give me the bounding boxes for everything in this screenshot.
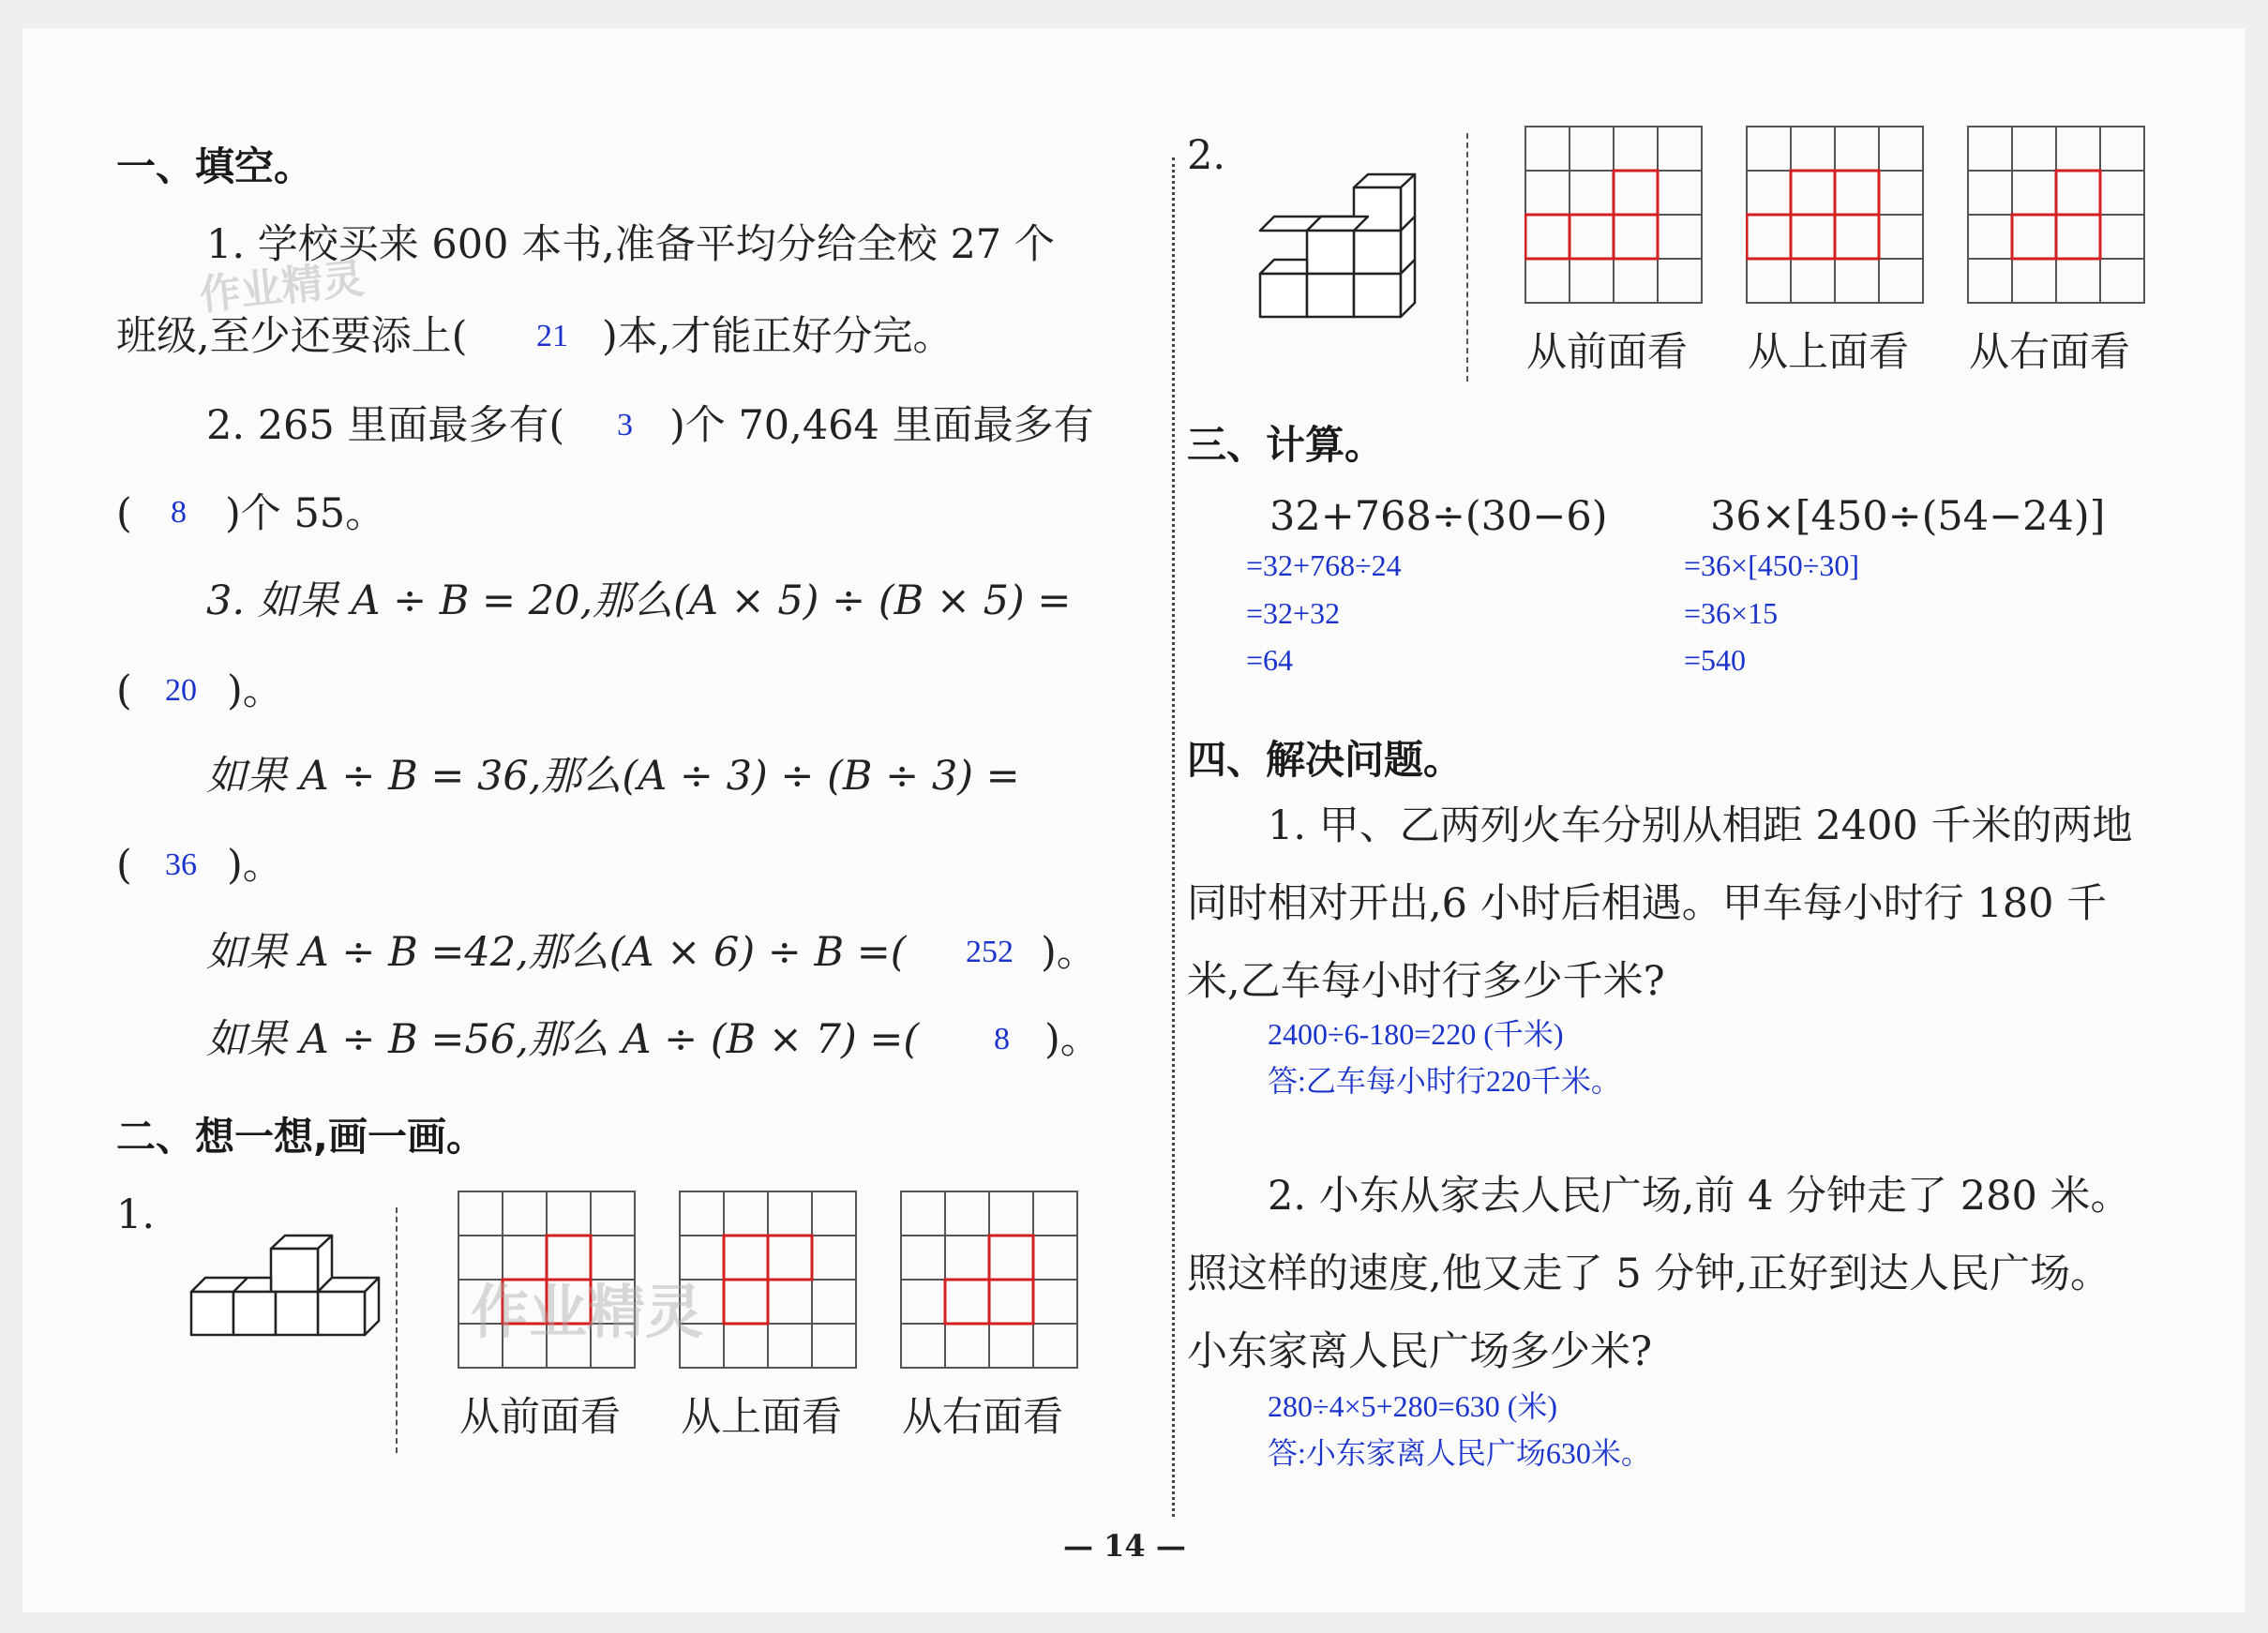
grid-front-view-2	[1525, 126, 1703, 304]
q5-close: )。	[1041, 929, 1097, 976]
draw-item2-number: 2.	[1187, 132, 1226, 179]
section-draw-heading: 二、想一想,画一画。	[116, 1114, 486, 1160]
q5-text: 如果 A ÷ B =42,那么(A × 6) ÷ B =(	[206, 929, 907, 976]
q6-close: )。	[1044, 1016, 1101, 1063]
problem2-line2: 照这样的速度,他又走了 5 分钟,正好到达人民广场。	[1187, 1251, 2111, 1297]
grid-top-view-2	[1746, 126, 1924, 304]
solid-figure-1	[182, 1228, 383, 1397]
q2-line2a: (	[116, 490, 132, 537]
q3-line1: 3. 如果 A ÷ B = 20,那么(A × 5) ÷ (B × 5) =	[206, 577, 1072, 624]
q3-line2a: (	[116, 667, 132, 714]
problem1-line3: 米,乙车每小时行多少千米?	[1187, 958, 1665, 1005]
q1-line2a: 班级,至少还要添上(	[116, 313, 468, 360]
calc1-step-2: =32+32	[1246, 596, 1341, 630]
q3-line2b: )。	[227, 667, 283, 714]
caption-front-1: 从前面看	[459, 1394, 621, 1441]
caption-top-2: 从上面看	[1748, 329, 1909, 376]
grid-right-view-2	[1967, 126, 2145, 304]
column-divider	[1172, 157, 1175, 1517]
calc-expr-2: 36×[450÷(54−24)]	[1710, 493, 2106, 540]
watermark-logo-1: 作业精灵	[197, 254, 367, 321]
q4-answer: 36	[165, 847, 197, 882]
problem1-work: 2400÷6-180=220 (千米)	[1268, 1017, 1564, 1051]
problem2-line1: 2. 小东从家去人民广场,前 4 分钟走了 280 米。	[1268, 1173, 2131, 1220]
q2-answer2: 8	[171, 495, 187, 530]
q6-text: 如果 A ÷ B =56,那么 A ÷ (B × 7) =(	[206, 1016, 920, 1063]
calc-expr-1: 32+768÷(30−6)	[1269, 493, 1608, 540]
grid-right-view-1	[900, 1191, 1078, 1369]
problem1-line1: 1. 甲、乙两列火车分别从相距 2400 千米的两地	[1268, 802, 2133, 849]
dashed-separator-2	[1466, 133, 1468, 382]
section-fill-blank-heading: 一、填空。	[116, 143, 314, 189]
calc1-step-3: =64	[1246, 643, 1294, 677]
worksheet-page	[23, 28, 2245, 1612]
q5-answer: 252	[966, 935, 1014, 969]
problem2-line3: 小东家离人民广场多少米?	[1187, 1328, 1653, 1375]
calc2-step-1: =36×[450÷30]	[1684, 548, 1859, 582]
grid-top-view-1	[679, 1191, 857, 1369]
q2-line2b: )个 55。	[225, 490, 386, 537]
page-number: — 14 —	[1063, 1528, 1186, 1564]
q1-line2b: )本,才能正好分完。	[602, 313, 954, 360]
q6-answer: 8	[994, 1022, 1010, 1056]
watermark-logo-2: 作业精灵	[471, 1278, 704, 1346]
calc2-step-2: =36×15	[1684, 596, 1779, 630]
problem2-answer: 答:小东家离人民广场630米。	[1268, 1436, 1651, 1470]
q4-line2b: )。	[227, 842, 283, 889]
q4-line2a: (	[116, 842, 132, 889]
caption-top-1: 从上面看	[681, 1394, 842, 1441]
problem1-line2: 同时相对开出,6 小时后相遇。甲车每小时行 180 千	[1187, 880, 2108, 927]
solid-figure-2	[1246, 167, 1457, 326]
q1-line1: 1. 学校买来 600 本书,准备平均分给全校 27 个	[206, 221, 1055, 268]
caption-front-2: 从前面看	[1526, 329, 1688, 376]
caption-right-2: 从右面看	[1969, 329, 2130, 376]
calc2-step-3: =540	[1684, 643, 1747, 677]
q2-line1b: )个 70,464 里面最多有	[669, 402, 1094, 449]
dashed-separator-1	[396, 1207, 398, 1453]
q4-line1: 如果 A ÷ B = 36,那么(A ÷ 3) ÷ (B ÷ 3) =	[206, 753, 1020, 800]
caption-right-1: 从右面看	[902, 1394, 1063, 1441]
section-problem-heading: 四、解决问题。	[1187, 737, 1464, 783]
q2-line1a: 2. 265 里面最多有(	[206, 402, 565, 449]
q3-answer: 20	[165, 673, 197, 708]
q1-answer: 21	[536, 319, 568, 353]
problem1-answer: 答:乙车每小时行220千米。	[1268, 1064, 1621, 1098]
draw-item1-number: 1.	[116, 1191, 156, 1238]
problem2-work: 280÷4×5+280=630 (米)	[1268, 1389, 1558, 1423]
calc1-step-1: =32+768÷24	[1246, 548, 1402, 582]
section-calc-heading: 三、计算。	[1187, 422, 1385, 468]
q2-answer1: 3	[617, 408, 633, 442]
